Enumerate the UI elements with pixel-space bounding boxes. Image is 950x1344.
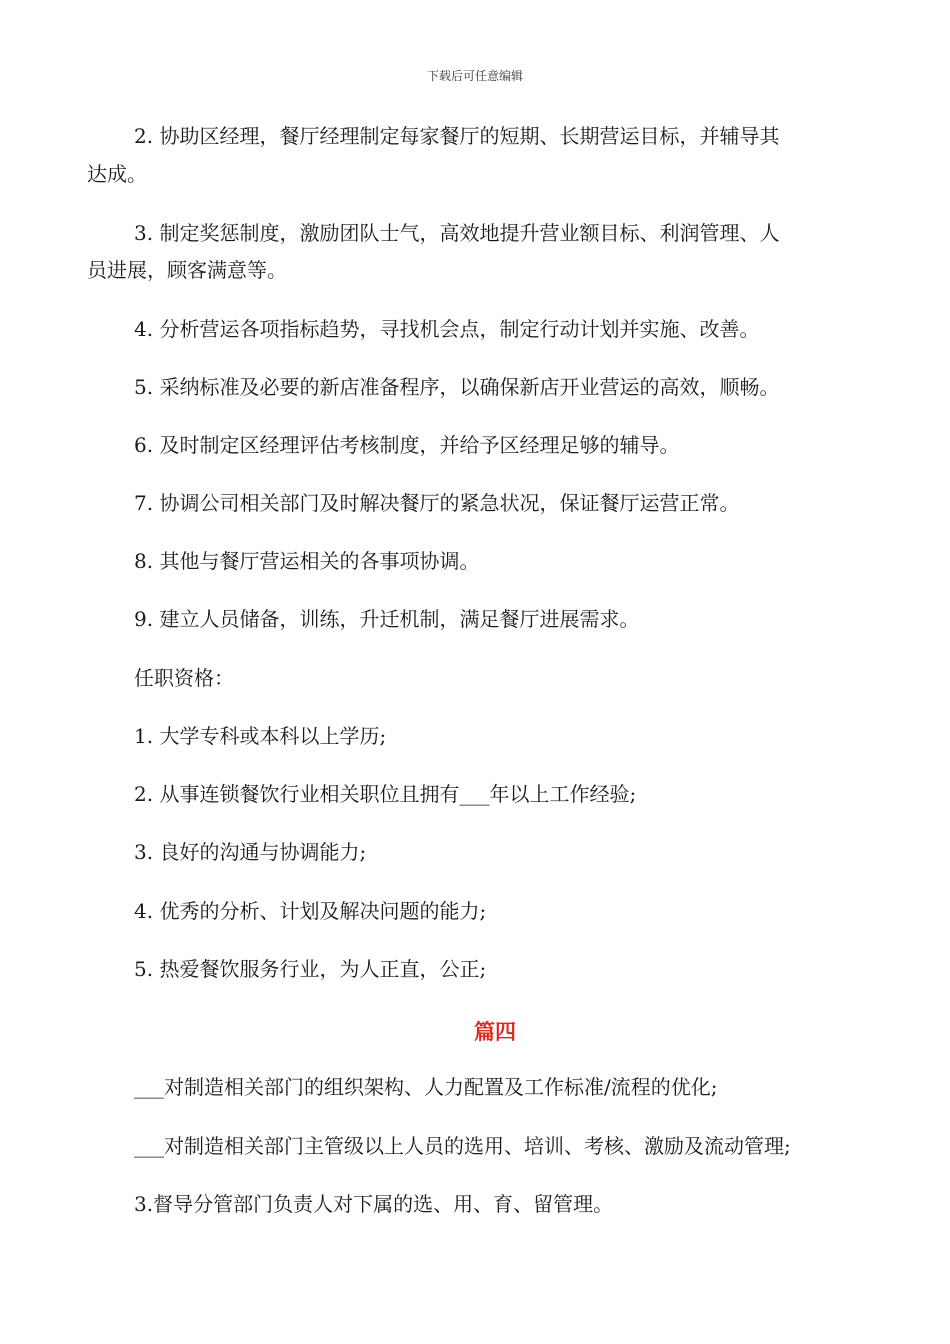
qualification-item-3: 3. 良好的沟通与协调能力; (134, 840, 367, 864)
section-heading: 篇四 (474, 1019, 516, 1044)
duty-item-2-line-1: 2. 协助区经理，餐厅经理制定每家餐厅的短期、长期营运目标，并辅导其 (134, 124, 780, 148)
duty-item-2-line-2: 达成。 (87, 162, 147, 186)
duty-item-6: 6. 及时制定区经理评估考核制度，并给予区经理足够的辅导。 (134, 433, 680, 457)
section4-item-2: ___对制造相关部门主管级以上人员的选用、培训、考核、激励及流动管理; (134, 1134, 791, 1158)
qualification-item-5: 5. 热爱餐饮服务行业，为人正直，公正; (134, 957, 487, 981)
section4-item-1: ___对制造相关部门的组织架构、人力配置及工作标准/流程的优化; (134, 1075, 718, 1099)
section4-item-3: 3.督导分管部门负责人对下属的选、用、育、留管理。 (134, 1192, 614, 1216)
qualifications-heading: 任职资格： (134, 666, 234, 690)
duty-item-4: 4. 分析营运各项指标趋势，寻找机会点，制定行动计划并实施、改善。 (134, 317, 760, 341)
duty-item-7: 7. 协调公司相关部门及时解决餐厅的紧急状况，保证餐厅运营正常。 (134, 491, 740, 515)
duty-item-9: 9. 建立人员储备，训练，升迁机制，满足餐厅进展需求。 (134, 607, 640, 631)
duty-item-5: 5. 采纳标准及必要的新店准备程序，以确保新店开业营运的高效，顺畅。 (134, 375, 780, 399)
qualification-item-1: 1. 大学专科或本科以上学历; (134, 724, 387, 748)
duty-item-3-line-2: 员进展，顾客满意等。 (87, 258, 287, 282)
qualification-item-4: 4. 优秀的分析、计划及解决问题的能力; (134, 899, 487, 923)
header-note: 下载后可任意编辑 (426, 69, 523, 83)
qualification-item-2: 2. 从事连锁餐饮行业相关职位且拥有___年以上工作经验; (134, 782, 637, 806)
duty-item-3-line-1: 3. 制定奖惩制度，激励团队士气，高效地提升营业额目标、利润管理、人 (134, 221, 780, 245)
duty-item-8: 8. 其他与餐厅营运相关的各事项协调。 (134, 549, 480, 573)
